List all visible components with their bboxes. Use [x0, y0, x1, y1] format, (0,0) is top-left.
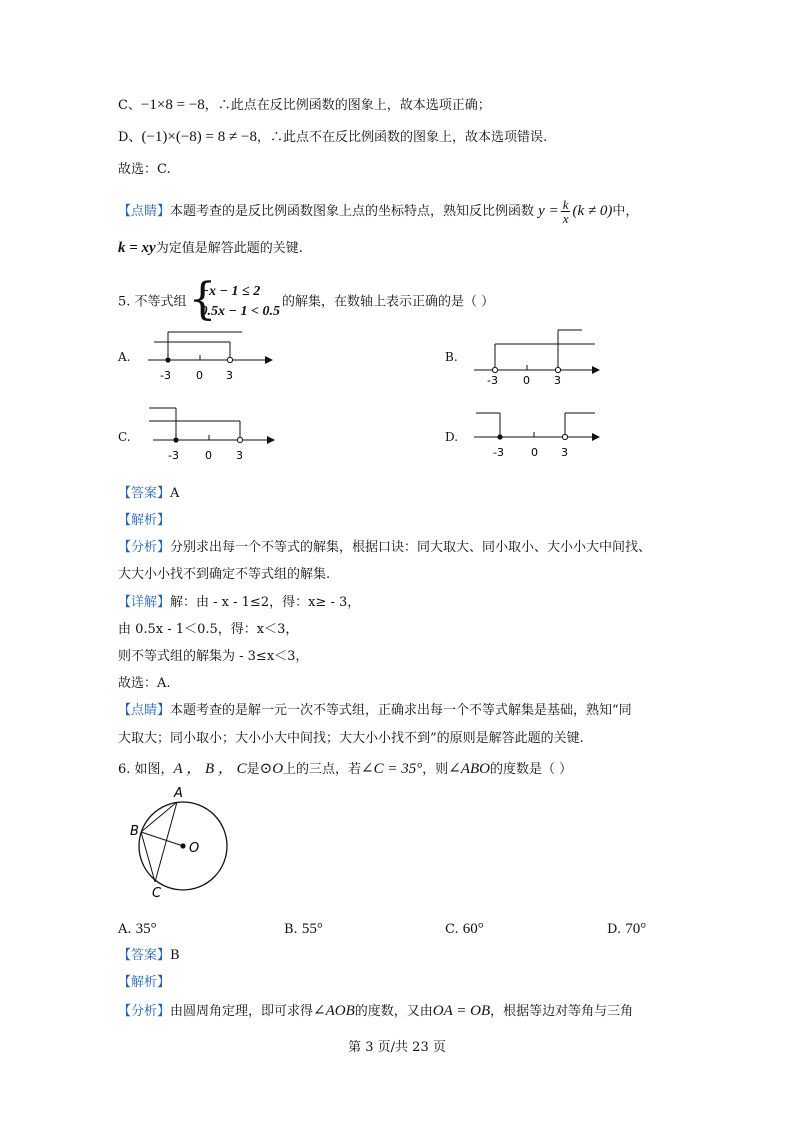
fenxi-text-c: ，根据等边对等角与三角 — [490, 1004, 634, 1019]
fenxi-tag: 【分析】 — [118, 540, 171, 555]
dianjing-tag: 【点睛】 — [118, 204, 171, 219]
figure-label-b: B — [130, 824, 139, 839]
inequality-1: −x − 1 ≤ 2 — [200, 284, 261, 299]
dianjing-text-2b: 为定值是解答此题的关键. — [155, 241, 303, 256]
q5-option-d-label[interactable]: D. — [445, 430, 459, 444]
q5-stem-b: 的解集，在数轴上表示正确的是（ ） — [282, 294, 495, 310]
figure-label-a: A — [174, 786, 183, 801]
fenxi-text-1: 分别求出每一个不等式的解集，根据口诀：同大取大、同小取小、大小小大中间找、 — [170, 540, 652, 555]
q6-answer: B — [170, 948, 180, 963]
q5-option-d-numberline[interactable] — [470, 405, 605, 467]
fenxi-oa-eq-ob: OA = OB — [432, 1003, 491, 1019]
q5-xiangjie-line-1 — [118, 593, 360, 613]
q5-answer-line — [118, 484, 179, 504]
fraction-denominator: x — [562, 211, 569, 226]
option-label: A. — [118, 922, 132, 937]
tick-3: 3 — [554, 374, 561, 386]
q6-stem-c: 上的三点，若 — [283, 762, 362, 777]
option-d-label: D、 — [118, 130, 142, 145]
dianjing-k-eq-xy: k = xy — [118, 240, 156, 256]
dianjing-tag: 【点睛】 — [118, 703, 171, 718]
brace-icon: { — [188, 274, 217, 325]
dianjing-text-1b: 中， — [612, 204, 639, 219]
q5-answer: A — [170, 486, 180, 501]
q5-option-c-label[interactable]: C. — [118, 430, 131, 444]
option-label: B. — [284, 922, 298, 937]
q6-fenxi-line — [118, 1001, 633, 1022]
option-value: 35° — [135, 921, 157, 937]
option-value: 55° — [301, 921, 323, 937]
q5-option-b-label[interactable]: B. — [445, 350, 458, 364]
q6-option-d[interactable] — [607, 919, 646, 940]
option-c-text: ，∴此点在反比例函数的图象上，故本选项正确； — [204, 98, 491, 113]
inequality-2: 0.5x − 1 < 0.5 — [200, 304, 281, 319]
tick-3: 3 — [226, 369, 233, 382]
q6-option-b[interactable] — [284, 919, 323, 940]
inequality-system — [188, 274, 281, 325]
tick-neg3: -3 — [487, 374, 498, 386]
q6-stem-d: ，则 — [422, 762, 449, 777]
q5-choose-line: 故选：A. — [118, 676, 171, 691]
q5-stem-a: 5. 不等式组 — [118, 294, 187, 310]
q5-fenxi-line-2: 大大小小找不到确定不等式组的解集. — [118, 567, 331, 582]
option-c-label: C、 — [118, 98, 141, 113]
q5-dianjing-line-1 — [118, 701, 632, 721]
fenxi-angle-aob: ∠AOB — [313, 1003, 355, 1019]
q6-circle: ⊙O — [259, 761, 284, 777]
fenxi-text-a: 由圆周角定理，即可求得 — [170, 1004, 314, 1019]
q4-dianjing-line-2 — [118, 238, 303, 259]
option-c-expression: −1×8 = −8 — [140, 97, 205, 113]
q5-dianjing-line-2: 大取大；同小取小；大小小大中间找；大大小小找不到”的原则是解答此题的关键. — [118, 731, 584, 746]
xiangjie-tag: 【详解】 — [118, 595, 171, 610]
dianjing-text-1a: 本题考查的是反比例函数图象上点的坐标特点，熟知反比例函数 — [170, 204, 535, 219]
answer-tag: 【答案】 — [118, 486, 171, 501]
option-value: 70° — [625, 921, 647, 937]
q5-option-a-numberline[interactable] — [140, 326, 275, 386]
option-d-check-line — [118, 127, 547, 148]
tick-neg3: -3 — [493, 446, 504, 459]
q5-jiexi-line — [118, 511, 170, 531]
q6-stem-b: 是 — [246, 762, 260, 777]
q5-option-c-numberline[interactable] — [145, 400, 280, 462]
q5-fenxi-line-1 — [118, 538, 651, 558]
q5-option-a-label[interactable]: A. — [118, 350, 131, 364]
q6-points: A ， B ， C — [173, 761, 247, 777]
q6-option-a[interactable] — [118, 919, 157, 940]
figure-label-o: O — [189, 841, 200, 856]
option-value: 60° — [462, 921, 484, 937]
fraction-numerator: k — [562, 197, 569, 212]
fenxi-tag: 【分析】 — [118, 1004, 171, 1019]
q5-xiangjie-line-3: 则不等式组的解集为 - 3≤x＜3， — [118, 649, 309, 664]
q6-stem-e: 的度数是（ ） — [490, 762, 573, 777]
tick-0: 0 — [531, 446, 538, 459]
xiangjie-text-1: 解：由 - x - 1≤2，得：x≥ - 3， — [170, 595, 361, 610]
option-label: C. — [445, 922, 459, 937]
option-d-expression: (−1)×(−8) = 8 ≠ −8 — [141, 129, 257, 145]
option-label: D. — [607, 922, 622, 937]
tick-neg3: -3 — [168, 449, 179, 462]
q4-dianjing-line-1 — [118, 198, 638, 225]
q6-option-c[interactable] — [445, 919, 484, 940]
tick-neg3: -3 — [160, 369, 171, 382]
q5-xiangjie-line-2: 由 0.5x - 1＜0.5，得：x＜3， — [118, 622, 299, 637]
tick-0: 0 — [205, 449, 212, 462]
tick-0: 0 — [196, 369, 203, 382]
q5-stem — [118, 274, 495, 325]
q6-circle-figure — [125, 786, 240, 904]
answer-tag: 【答案】 — [118, 948, 171, 963]
q6-stem-a: 6. 如图， — [118, 762, 174, 777]
q6-answer-line — [118, 946, 180, 966]
tick-3: 3 — [236, 449, 243, 462]
tick-0: 0 — [523, 374, 530, 386]
dianjing-condition: (k ≠ 0) — [572, 203, 613, 219]
dianjing-y-eq: y = — [538, 203, 559, 219]
option-d-text: ，∴此点不在反比例函数的图象上，故本选项错误. — [256, 130, 548, 145]
q4-choose-line: 故选：C. — [118, 162, 171, 177]
option-c-check-line — [118, 95, 491, 116]
q6-stem — [118, 759, 572, 780]
fraction-k-over-x — [561, 198, 571, 225]
q6-jiexi-line — [118, 973, 170, 993]
figure-label-c: C — [152, 886, 162, 901]
q5-option-b-numberline[interactable] — [470, 326, 605, 386]
tick-3: 3 — [561, 446, 568, 459]
page-footer: 第 3 页/共 23 页 — [348, 1040, 446, 1055]
q6-angle-abo: ∠ABO — [448, 761, 490, 777]
q6-angle-c: ∠C = 35° — [361, 761, 423, 777]
dianjing-text-1: 本题考查的是解一元一次不等式组，正确求出每一个不等式解集是基础，熟知“同 — [170, 703, 632, 718]
jiexi-tag: 【解析】 — [118, 513, 171, 528]
fenxi-text-b: 的度数，又由 — [354, 1004, 433, 1019]
jiexi-tag: 【解析】 — [118, 975, 171, 990]
